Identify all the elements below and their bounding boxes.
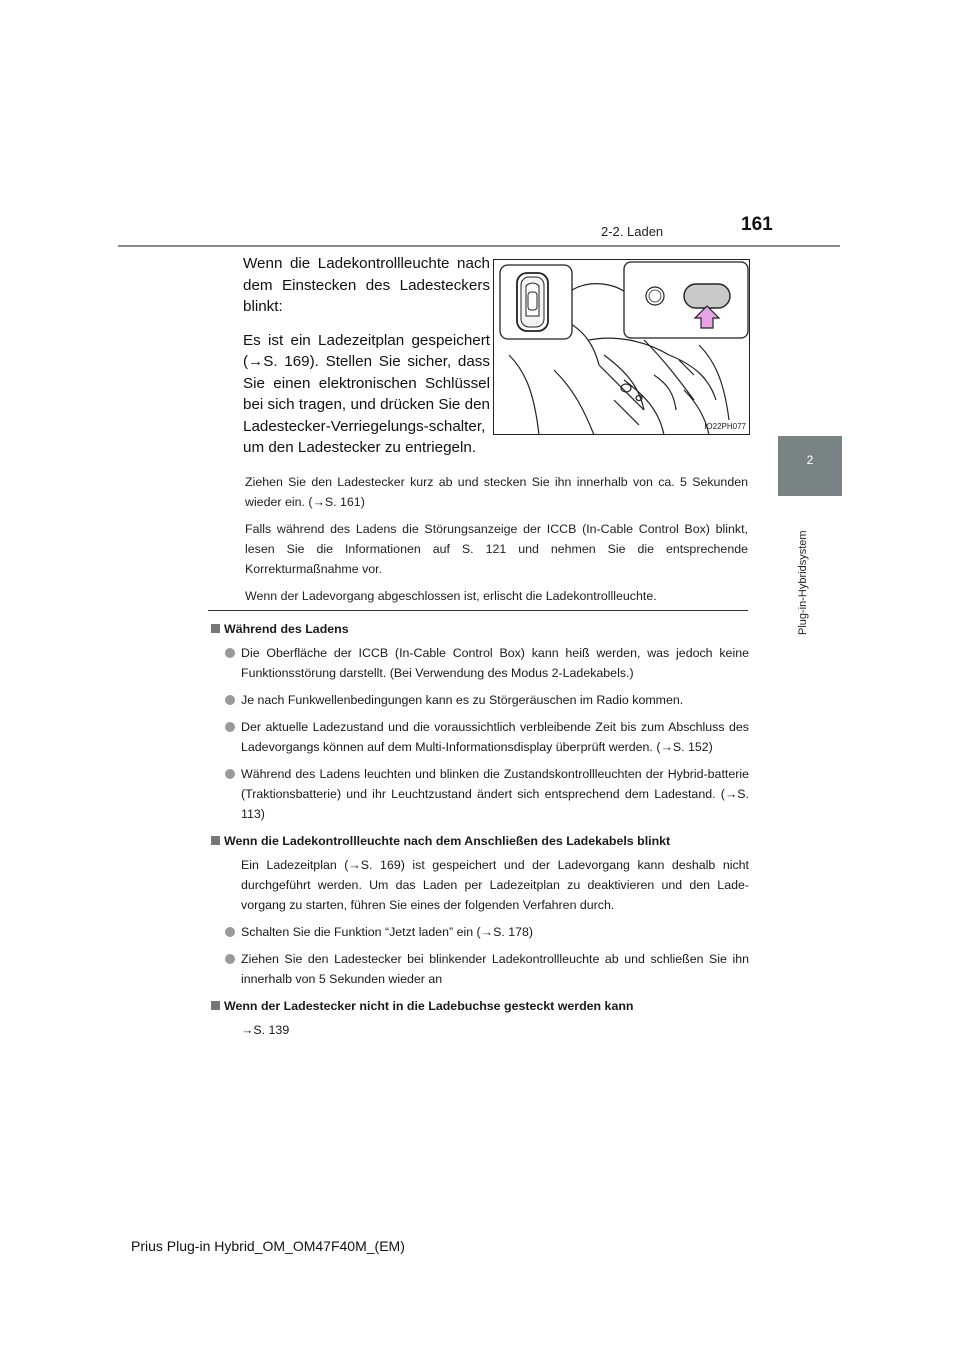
section-heading-text: Wenn der Ladestecker nicht in die Ladebuchse gesteckt werden kann <box>224 999 634 1013</box>
page-number: 161 <box>741 214 773 235</box>
circle-bullet-icon <box>225 954 235 964</box>
chapter-number: 2 <box>806 453 814 467</box>
note-2: Falls während des Ladens die Störungsanzeige der ICCB (In-Cable Control Box) blinkt, lesen Sie die Informationen auf S. 121 und nehmen Sie die entsprechende Korrekturmaßnahme vor. <box>245 522 748 576</box>
section-heading-plug-not-insertable <box>211 996 749 1016</box>
square-bullet-icon <box>211 1001 220 1010</box>
charging-lock-switch-illustration <box>493 259 750 435</box>
illustration-drawing <box>494 260 750 435</box>
list-item-text: Der aktuelle Ladezustand und die voraussichtlich verbleibende Zeit bis zum Abschluss des Ladevorgangs können auf dem Multi-Informationsdisplay überprüft werden. (→S. 152) <box>241 720 749 754</box>
section-heading-text: Während des Ladens <box>224 622 349 636</box>
note-1: Ziehen Sie den Ladestecker kurz ab und stecken Sie ihn innerhalb von ca. 5 Sekunden wieder ein. (→S. 161) <box>245 475 748 509</box>
list-item <box>211 764 749 824</box>
list-item <box>211 922 749 942</box>
chapter-label: Plug-in-Hybridsystem <box>797 530 809 635</box>
circle-bullet-icon <box>225 769 235 779</box>
circle-bullet-icon <box>225 722 235 732</box>
information-sections <box>211 619 749 1047</box>
header-rule <box>118 245 840 247</box>
intro-paragraph-1: Wenn die Ladekontrollleuchte nach dem Einstecken des Ladesteckers blinkt: <box>243 255 490 315</box>
section-heading-indicator-blinks <box>211 831 749 851</box>
note-3: Wenn der Ladevorgang abgeschlossen ist, erlischt die Ladekontrollleuchte. <box>245 589 657 603</box>
section-text: Ein Ladezeitplan (→S. 169) ist gespeichert und der Ladevorgang kann deshalb nicht durchgeführt werden. Um das Laden per Ladezeitplan zu deaktivieren und den Lade-vorgang zu starten, führen Sie eines der folgenden Verfahren durch. <box>241 858 749 912</box>
circle-bullet-icon <box>225 695 235 705</box>
list-item <box>211 949 749 989</box>
list-item-text: Ziehen Sie den Ladestecker bei blinkender Ladekontrollleuchte ab und schließen Sie ihn innerhalb von 5 Sekunden wieder an <box>241 952 749 986</box>
square-bullet-icon <box>211 836 220 845</box>
chapter-tab <box>778 436 842 496</box>
section-heading-text: Wenn die Ladekontrollleuchte nach dem Anschließen des Ladekabels blinkt <box>224 834 671 848</box>
intro-text <box>243 253 490 471</box>
section-heading-charging <box>211 619 749 639</box>
footer-manual-id: Prius Plug-in Hybrid_OM_OM47F40M_(EM) <box>131 1238 405 1254</box>
section-title: 2-2. Laden <box>601 224 664 239</box>
circle-bullet-icon <box>225 927 235 937</box>
section-divider <box>208 610 748 611</box>
list-item-text: Je nach Funkwellenbedingungen kann es zu Störgeräuschen im Radio kommen. <box>241 693 684 707</box>
list-item-text: Die Oberfläche der ICCB (In-Cable Control Box) kann heiß werden, was jedoch keine Funktionsstörung darstellt. (Bei Verwendung des Modus 2-Ladekabels.) <box>241 646 749 680</box>
notes <box>245 472 748 613</box>
list-item <box>211 643 749 683</box>
list-item <box>211 717 749 757</box>
intro-paragraph-2: Es ist ein Ladezeitplan gespeichert (→S. 169). Stellen Sie sicher, dass Sie einen elektronischen Schlüssel bei sich tragen, und drücken Sie den Ladestecker-Verriegelungs-schalter, um den Ladestecker zu entriegeln. <box>243 331 490 456</box>
circle-bullet-icon <box>225 648 235 658</box>
list-item <box>211 690 749 710</box>
section-text: →S. 139 <box>241 1023 290 1037</box>
list-item-text: Während des Ladens leuchten und blinken die Zustandskontrollleuchten der Hybrid-batterie (Traktionsbatterie) und ihr Leuchtzustand ändert sich entsprechend dem Ladestand. (→S. 113) <box>241 767 749 821</box>
square-bullet-icon <box>211 624 220 633</box>
figure-code: IO22PH077 <box>704 422 746 431</box>
list-item-text: Schalten Sie die Funktion “Jetzt laden” ein (→S. 178) <box>241 925 534 939</box>
